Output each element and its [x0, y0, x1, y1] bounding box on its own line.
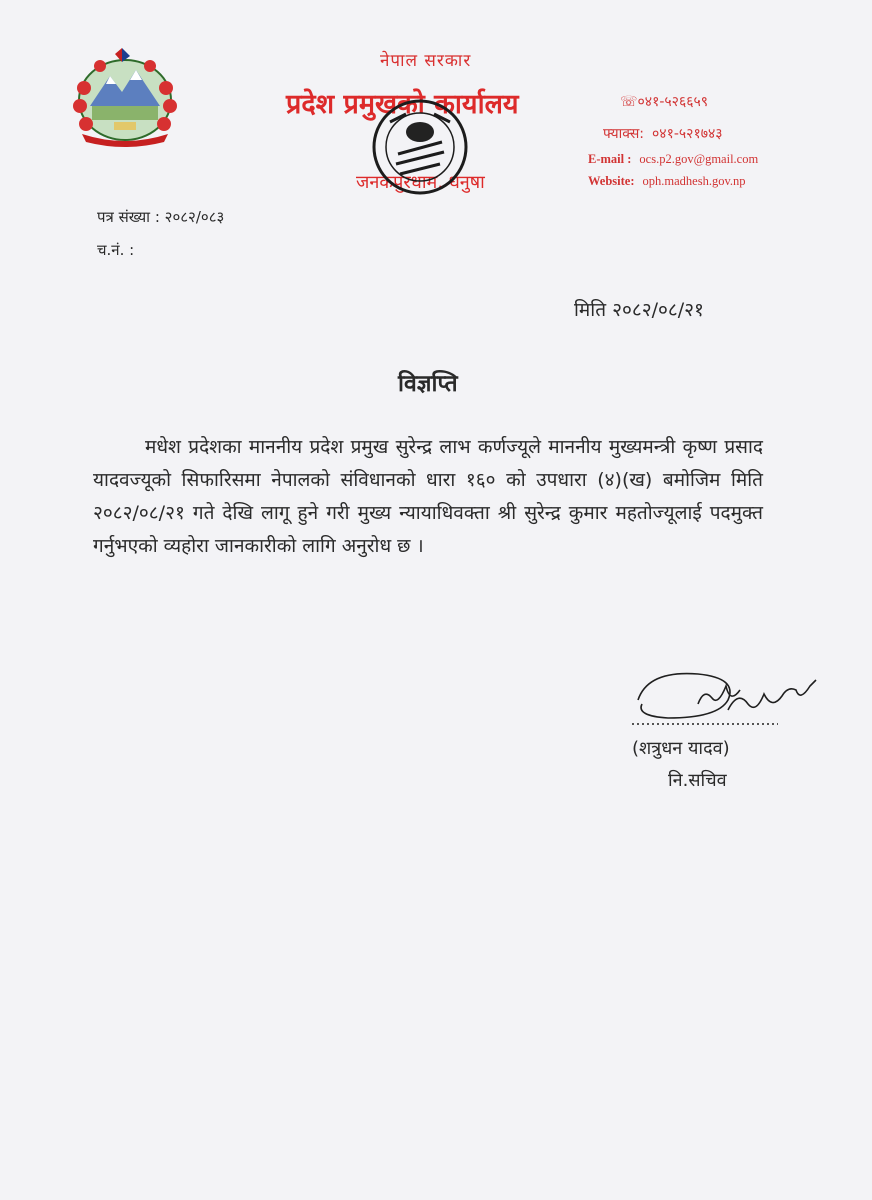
email	[588, 152, 758, 167]
office-name: प्रदेश प्रमुखको कार्यालय	[286, 89, 519, 120]
notice-body	[93, 431, 763, 563]
email-label: E-mail :	[588, 152, 632, 166]
body-paragraph: मधेश प्रदेशका माननीय प्रदेश प्रमुख सुरेन्द्र लाभ कर्णज्यूले माननीय मुख्यमन्त्री कृष्ण प्रसाद यादवज्यूको सिफारिसमा नेपालको संविधानको धारा १६० को उपधारा (४)(ख) बमोजिम मिति २०८२/०८/२१ गते देखि लागू हुने गरी मुख्य न्यायाधिवक्ता श्री सुरेन्द्र कुमार महतोज्यूलाई पदमुक्त गर्नुभएको व्यहोरा जानकारीको लागि अनुरोध छ ।	[93, 436, 763, 557]
subject-heading: विज्ञप्ति	[398, 371, 458, 397]
phone-value: ☏०४१-५२६६५९	[620, 94, 709, 110]
letter-number: पत्र संख्या : २०८२/०८३	[97, 208, 225, 226]
signer-designation: नि.सचिव	[668, 770, 727, 791]
email-value: ocs.p2.gov@gmail.com	[639, 152, 759, 166]
nepal-emblem-icon	[70, 48, 180, 148]
handwritten-signature	[628, 660, 838, 730]
fax-label: फ्याक्स:	[603, 126, 645, 142]
signer-name: (शत्रुधन यादव)	[632, 738, 730, 759]
office-seal-icon	[360, 92, 480, 202]
fax-value: ०४१-५२१७४३	[652, 126, 723, 142]
office-location: जनकपुरधाम, धनुषा	[356, 172, 485, 193]
phone-number	[620, 92, 708, 111]
letter-date: मिति २०८२/०८/२१	[574, 299, 704, 321]
dispatch-number: च.नं. :	[97, 241, 135, 259]
website-value: oph.madhesh.gov.np	[642, 174, 746, 188]
government-name: नेपाल सरकार	[380, 51, 472, 71]
fax-number	[603, 124, 723, 143]
website-label: Website:	[588, 174, 635, 188]
website	[588, 174, 746, 189]
